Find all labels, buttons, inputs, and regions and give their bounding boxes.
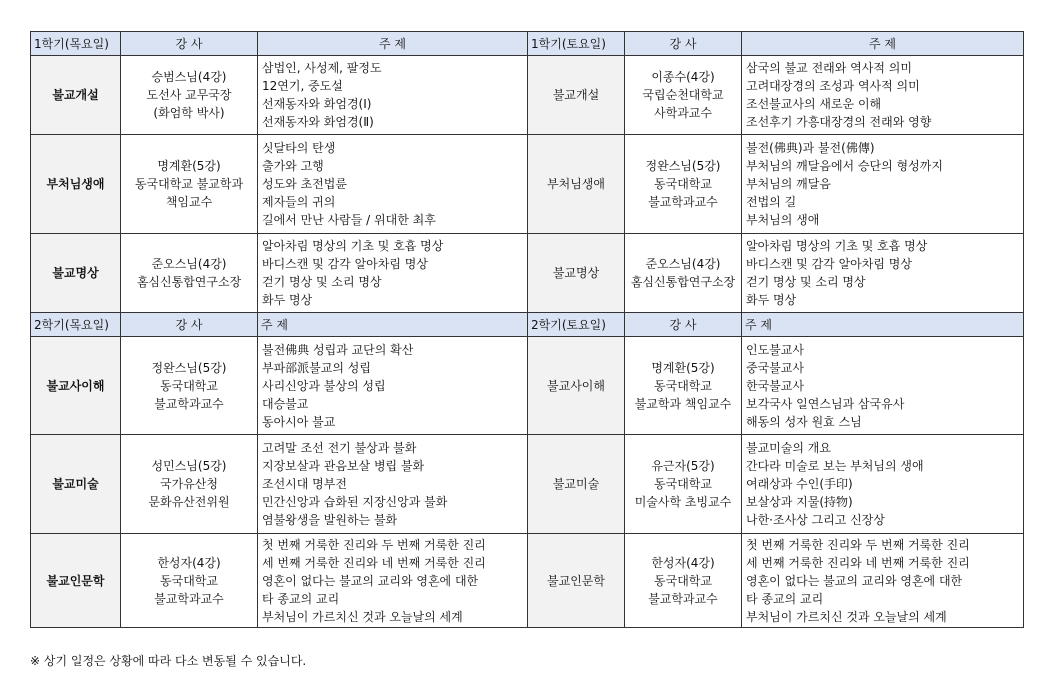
- semester1-saturday-header: 1학기(토요일): [528, 32, 625, 56]
- instructor-line: 정완스님(5강): [151, 360, 227, 375]
- instructor-line: 이종수(4강): [651, 70, 715, 84]
- category-cell: 불교명상: [31, 234, 121, 313]
- topic-line: 보각국사 일연스님과 삼국유사: [746, 396, 905, 411]
- instructor-line: 정완스님(5강): [645, 159, 721, 173]
- category-cell: 불교사이해: [31, 337, 121, 435]
- topic-cell: [742, 435, 1024, 534]
- instructor-line: 불교학과교수: [154, 396, 224, 411]
- topic-line: 지장보살과 관음보살 병립 불화: [262, 459, 425, 473]
- instructor-line: 동국대학교: [654, 477, 712, 491]
- semester2-thursday-header: 2학기(목요일): [31, 313, 121, 337]
- instructor-line: 동국대학교: [654, 378, 712, 393]
- semester2-saturday-header: 2학기(토요일): [528, 313, 625, 337]
- instructor-line: (화엄학 박사): [153, 106, 225, 120]
- category-cell: 불교사이해: [528, 337, 625, 435]
- topic-line: 바디스캔 및 감각 알아차림 명상: [746, 257, 912, 271]
- instructor-line: 책임교수: [165, 195, 213, 209]
- category-cell: 불교미술: [31, 435, 121, 534]
- instructor-line: 국가유산청: [160, 477, 218, 491]
- topic-line: 고려말 조선 전기 불상과 불화: [262, 441, 417, 455]
- instructor-cell: [121, 234, 258, 313]
- topic-line: 사리신앙과 불상의 성립: [262, 378, 386, 393]
- topic-line: 동아시아 불교: [262, 414, 336, 429]
- topic-line: 부처님이 가르치신 것과 오늘날의 세계: [262, 609, 463, 624]
- instructor-line: 명계환(5강): [651, 360, 715, 375]
- topic-cell: [742, 534, 1024, 628]
- instructor-cell: [121, 135, 258, 234]
- schedule-change-note: ※ 상기 일정은 상황에 따라 다소 변동될 수 있습니다.: [30, 654, 307, 668]
- instructor-line: 준오스님(4강): [151, 257, 227, 271]
- instructor-cell: [625, 435, 742, 534]
- instructor-line: 홈심신통합연구소장: [136, 275, 242, 289]
- instructor-line: 동국대학교: [654, 177, 712, 191]
- topic-line: 전법의 길: [746, 195, 797, 209]
- instructor-line: 성민스님(5강): [151, 459, 227, 473]
- instructor-line: 명계환(5강): [157, 159, 221, 173]
- topic-line: 삼국의 불교 전래와 역사적 의미: [746, 61, 912, 75]
- topic-line: 타 종교의 교리: [746, 591, 824, 606]
- topic-cell: [258, 135, 528, 234]
- topic-header: 주 제: [742, 313, 1024, 337]
- instructor-line: 준오스님(4강): [645, 257, 721, 271]
- topic-cell: [258, 56, 528, 135]
- topic-header: 주 제: [258, 32, 528, 56]
- instructor-line: 동국대학교: [160, 378, 218, 393]
- topic-line: 영혼이 없다는 불교의 교리와 영혼에 대한: [746, 573, 963, 588]
- topic-line: 세 번째 거룩한 진리와 네 번째 거룩한 진리: [746, 555, 970, 570]
- topic-line: 부처님의 깨달음에서 승단의 형성까지: [746, 159, 943, 173]
- instructor-line: 불교학과교수: [154, 591, 224, 606]
- topic-cell: [258, 337, 528, 435]
- instructor-cell: [121, 56, 258, 135]
- instructor-cell: [625, 56, 742, 135]
- category-cell: 불교개설: [31, 56, 121, 135]
- topic-line: 화두 명상: [262, 293, 313, 307]
- topic-cell: [742, 56, 1024, 135]
- table-row: [31, 534, 1024, 628]
- topic-line: 12연기, 중도설: [262, 79, 343, 93]
- topic-line: 영혼이 없다는 불교의 교리와 영혼에 대한: [262, 573, 479, 588]
- topic-header: 주 제: [258, 313, 528, 337]
- topic-cell: [258, 534, 528, 628]
- instructor-line: 미술사학 초빙교수: [634, 495, 732, 509]
- topic-cell: [742, 135, 1024, 234]
- topic-line: 한국불교사: [746, 378, 804, 393]
- instructor-line: 승범스님(4강): [151, 70, 227, 84]
- topic-cell: [742, 337, 1024, 435]
- topic-line: 화두 명상: [746, 293, 797, 307]
- category-cell: 불교개설: [528, 56, 625, 135]
- topic-line: 타 종교의 교리: [262, 591, 340, 606]
- topic-line: 삼법인, 사성제, 팔정도: [262, 61, 382, 75]
- instructor-line: 문화유산전위원: [148, 495, 230, 509]
- semester2-header-row: [31, 313, 1024, 337]
- instructor-line: 국립순천대학교: [642, 88, 724, 102]
- instructor-header: 강 사: [625, 32, 742, 56]
- topic-line: 첫 번째 거룩한 진리와 두 번째 거룩한 진리: [746, 537, 970, 552]
- instructor-header: 강 사: [625, 313, 742, 337]
- topic-line: 세 번째 거룩한 진리와 네 번째 거룩한 진리: [262, 555, 486, 570]
- topic-line: 인도불교사: [746, 342, 804, 357]
- instructor-cell: [625, 534, 742, 628]
- instructor-line: 홈심신통합연구소장: [630, 275, 736, 289]
- topic-line: 첫 번째 거룩한 진리와 두 번째 거룩한 진리: [262, 537, 486, 552]
- topic-line: 고려대장경의 조성과 역사적 의미: [746, 79, 920, 93]
- topic-line: 보살상과 지물(持物): [746, 495, 853, 509]
- table-row: [31, 234, 1024, 313]
- category-cell: 불교명상: [528, 234, 625, 313]
- topic-line: 부처님이 가르치신 것과 오늘날의 세계: [746, 609, 947, 624]
- topic-line: 조선불교사의 새로운 이해: [746, 97, 882, 111]
- topic-line: 불전(佛典)과 불전(佛傳): [746, 141, 875, 155]
- instructor-line: 한성자(4강): [157, 555, 221, 570]
- instructor-line: 동국대학교: [654, 573, 712, 588]
- topic-line: 성도와 초전법륜: [262, 177, 347, 191]
- topic-cell: [258, 435, 528, 534]
- topic-line: 불전佛典 성립과 교단의 확산: [262, 342, 414, 357]
- topic-line: 염불왕생을 발원하는 불화: [262, 513, 398, 527]
- category-cell: 불교미술: [528, 435, 625, 534]
- topic-line: 부처님의 생애: [746, 213, 820, 227]
- instructor-cell: [625, 337, 742, 435]
- table-row: [31, 435, 1024, 534]
- topic-line: 알아차림 명상의 기초 및 호흡 명상: [262, 239, 444, 253]
- topic-line: 부처님의 깨달음: [746, 177, 831, 191]
- topic-line: 해동의 성자 원효 스님: [746, 414, 862, 429]
- semester1-thursday-header: 1학기(목요일): [31, 32, 121, 56]
- table-row: [31, 56, 1024, 135]
- instructor-line: 불교학과 책임교수: [634, 396, 732, 411]
- topic-line: 대승불교: [262, 396, 309, 411]
- instructor-line: 사학과교수: [654, 106, 712, 120]
- topic-line: 조선시대 명부전: [262, 477, 347, 491]
- table-row: [31, 135, 1024, 234]
- category-cell: 부처님생애: [528, 135, 625, 234]
- topic-line: 길에서 만난 사람들 / 위대한 최후: [262, 213, 436, 227]
- instructor-cell: [121, 435, 258, 534]
- instructor-line: 한성자(4강): [651, 555, 715, 570]
- topic-line: 여래상과 수인(手印): [746, 477, 853, 491]
- topic-line: 알아차림 명상의 기초 및 호흡 명상: [746, 239, 928, 253]
- instructor-header: 강 사: [121, 32, 258, 56]
- instructor-line: 불교학과교수: [648, 195, 718, 209]
- topic-line: 조선후기 가흥대장경의 전래와 영향: [746, 115, 932, 129]
- category-cell: 불교인문학: [528, 534, 625, 628]
- instructor-cell: [121, 337, 258, 435]
- instructor-cell: [625, 135, 742, 234]
- topic-line: 선재동자와 화엄경(Ⅰ): [262, 97, 372, 111]
- topic-line: 부파部派불교의 성립: [262, 360, 371, 375]
- instructor-line: 동국대학교: [160, 573, 218, 588]
- topic-line: 간다라 미술로 보는 부처님의 생애: [746, 459, 924, 473]
- category-cell: 불교인문학: [31, 534, 121, 628]
- lecture-schedule-table: [30, 31, 1024, 628]
- topic-line: 불교미술의 개요: [746, 441, 831, 455]
- topic-line: 걷기 명상 및 소리 명상: [262, 275, 382, 289]
- instructor-line: 동국대학교 불교학과: [134, 177, 244, 191]
- topic-line: 선재동자와 화엄경(Ⅱ): [262, 115, 374, 129]
- topic-line: 민간신앙과 습화된 지장신앙과 불화: [262, 495, 448, 509]
- topic-line: 출가와 고행: [262, 159, 324, 173]
- instructor-line: 유근자(5강): [651, 459, 715, 473]
- instructor-line: 불교학과교수: [648, 591, 718, 606]
- semester1-header-row: [31, 32, 1024, 56]
- topic-cell: [742, 234, 1024, 313]
- topic-header: 주 제: [742, 32, 1024, 56]
- instructor-header: 강 사: [121, 313, 258, 337]
- instructor-line: 도선사 교무국장: [146, 88, 232, 102]
- topic-line: 나한·조사상 그리고 신장상: [746, 513, 885, 527]
- topic-cell: [258, 234, 528, 313]
- instructor-cell: [121, 534, 258, 628]
- topic-line: 바디스캔 및 감각 알아차림 명상: [262, 257, 428, 271]
- topic-line: 싯달타의 탄생: [262, 141, 336, 155]
- table-row: [31, 337, 1024, 435]
- topic-line: 중국불교사: [746, 360, 804, 375]
- instructor-cell: [625, 234, 742, 313]
- topic-line: 제자들의 귀의: [262, 195, 336, 209]
- category-cell: 부처님생애: [31, 135, 121, 234]
- topic-line: 걷기 명상 및 소리 명상: [746, 275, 866, 289]
